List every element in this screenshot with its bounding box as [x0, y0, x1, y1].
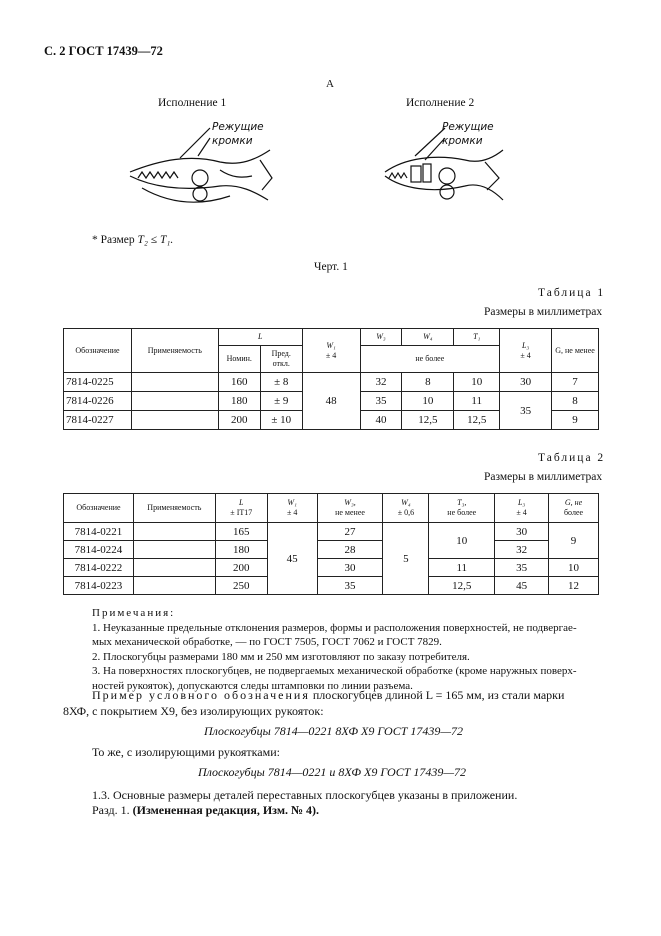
t1-h-application: Применяемость — [131, 329, 218, 373]
page-header: С. 2 ГОСТ 17439—72 — [44, 44, 163, 58]
table-1 — [63, 328, 599, 430]
t1-h-W1: W₁ ± 4 — [302, 329, 360, 373]
table-row: 7814-0224 180 28 32 — [64, 541, 599, 559]
t2-T3-merged: 10 — [429, 523, 495, 559]
table-row: 7814-0222 200 30 11 35 10 — [64, 559, 599, 577]
t2-h-designation: Обозначение — [64, 494, 134, 523]
table-row: 7814-0223 250 35 12,5 45 12 — [64, 577, 599, 595]
callout-1-line2: кромки — [212, 135, 253, 147]
table2-title: Таблица 2 — [538, 452, 606, 464]
t1-h-designation: Обозначение — [64, 329, 132, 373]
t1-h-W3: W₃ — [360, 329, 402, 346]
same-with-text: То же, с изолирующими рукоятками: — [92, 745, 280, 759]
section-prefix: Разд. 1. — [92, 803, 130, 817]
section-amendment: (Измененная редакция, Изм. № 4). — [132, 803, 320, 817]
designation-1: Плоскогубцы 7814—0221 8ХФ Х9 ГОСТ 17439—72 — [204, 724, 464, 738]
t2-h-W4: W₄ ± 0,6 — [383, 494, 429, 523]
figure-letter: А — [326, 78, 334, 90]
t1-h-deviation: Пред. откл. — [260, 346, 302, 373]
table-row: 7814-0225 160 ± 8 48 32 8 10 30 7 — [64, 373, 599, 392]
figure-caption: Черт. 1 — [314, 261, 348, 273]
footnote-prefix: * Размер — [92, 234, 135, 246]
t2-h-T3: T₃, не более — [429, 494, 495, 523]
t2-h-L: L ± IT17 — [215, 494, 267, 523]
notes-block — [92, 606, 602, 693]
t2-h-application: Применяемость — [133, 494, 215, 523]
callout-2-line1: Режущие — [442, 121, 494, 133]
t2-h-W3: W₃, не менее — [317, 494, 383, 523]
t2-W4-merged: 5 — [383, 523, 429, 595]
table1-title: Таблица 1 — [538, 287, 606, 299]
t1-W1-merged: 48 — [302, 373, 360, 430]
pliers-drawing-2 — [375, 120, 515, 220]
t1-h-T1: T₁ — [454, 329, 500, 346]
callout-1-line1: Режущие — [212, 121, 264, 133]
table-row: 7814-0221 165 45 27 5 10 30 9 — [64, 523, 599, 541]
pliers-drawing-1 — [120, 120, 280, 220]
note-1-line1: 1. Неуказанные предельные отклонения размеров, формы и расположения поверхностей, не подвергае- — [92, 621, 577, 634]
t2-h-L3: L₃ ± 4 — [495, 494, 549, 523]
note-3-line1: 3. На поверхностях плоскогубцев, не подвергаемых механической обработке (кроме наружных поверх- — [92, 665, 577, 677]
variant-2-label: Исполнение 2 — [406, 97, 475, 109]
designation-2: Плоскогубцы 7814—0221 и 8ХФ Х9 ГОСТ 17439—72 — [198, 765, 467, 779]
t1-h-L: L — [218, 329, 302, 346]
callout-2-line2: кромки — [442, 135, 483, 147]
t1-h-nominal: Номин. — [218, 346, 260, 373]
t1-h-L3: L₃ ± 4 — [500, 329, 552, 373]
t2-G-merged: 9 — [549, 523, 599, 559]
note-2: 2. Плоскогубцы размерами 180 мм и 250 мм изготовляют по заказу потребителя. — [92, 650, 470, 663]
example-lead: Пример условного обозначения — [92, 688, 310, 702]
notes-title: Примечания: — [92, 607, 176, 619]
table-2 — [63, 493, 599, 595]
table2-units: Размеры в миллиметрах — [484, 471, 603, 483]
table-row: 7814-0227 200 ± 10 40 12,5 12,5 9 — [64, 411, 599, 430]
t1-h-not-more: не более — [360, 346, 500, 373]
example-line2: 8ХФ, с покрытием Х9, без изолирующих рукояток: — [63, 704, 324, 718]
t1-L3-merged: 35 — [500, 392, 552, 430]
table1-units: Размеры в миллиметрах — [484, 306, 603, 318]
t2-h-G: G, не более — [549, 494, 599, 523]
t1-h-G: G, не менее — [552, 329, 599, 373]
paragraph-1-3: 1.3. Основные размеры деталей переставных плоскогубцев указаны в приложении. — [92, 788, 518, 802]
note-1-line2: мых механической обработке, — по ГОСТ 7505, ГОСТ 7062 и ГОСТ 7829. — [92, 636, 442, 648]
note-3-line2: ностей рукояток), допускаются следы штамповки по линии разъема. — [92, 679, 413, 692]
table-row: 7814-0226 180 ± 9 35 10 11 35 8 — [64, 392, 599, 411]
variant-1-label: Исполнение 1 — [158, 97, 227, 109]
t2-h-W1: W₁ ± 4 — [267, 494, 317, 523]
t2-W1-merged: 45 — [267, 523, 317, 595]
footnote-formula: T₂ ≤ T₁. — [137, 234, 174, 246]
t1-h-W4: W₄ — [402, 329, 454, 346]
example-rest-line1: плоскогубцев длиной L = 165 мм, из стали марки — [312, 688, 565, 702]
